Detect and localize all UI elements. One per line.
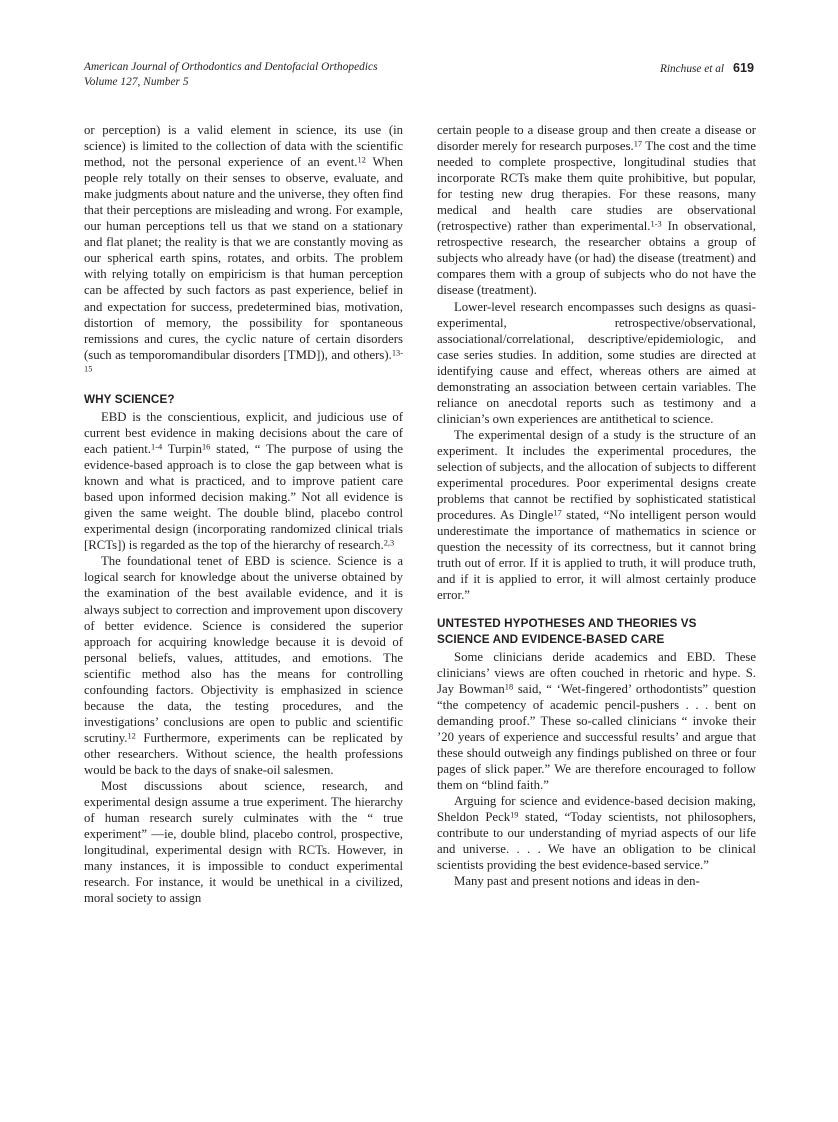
journal-title: American Journal of Orthodontics and Dentofacial Orthopedics: [84, 61, 378, 73]
paragraph-foundational-tenet: [84, 553, 403, 778]
section-heading-untested-hypotheses: [437, 616, 756, 646]
body-columns: [84, 122, 756, 1042]
paragraph-text: said, “ ‘Wet-fingered’ orthodontists” question “the competency of academic pencil-pushers . . . bent on demanding proof.” These so-called clinicians “ invoke their ’20 years of experience and successful results’ and argue that these should outweigh any findings published on three or four pages of slick paper.” We are therefore encouraged to follow them on “blind faith.”: [437, 681, 756, 793]
heading-line-2: SCIENCE AND EVIDENCE-BASED CARE: [437, 632, 665, 646]
paragraph-text: The foundational tenet of EBD is science. Science is a logical search for knowledge about the universe obtained by the examination of the best available evidence, and it is always subject to correction and improvement upon discovery of better evidence. Science is considered the superior approach for acquiring knowledge because it is devoid of personal beliefs, values, attitudes, and emotions. The scientific method also has the means for controlling confounding factors. Objectivity is emphasized in science because the data, the testing procedures, and the investigations’ conclusions are open to public and scientific scrutiny.: [84, 554, 403, 745]
paragraph-text: In observational, retrospective research, the researcher obtains a group of subjects who already have (or had) the disease (treatment) and compares them with a group of subjects who do not have the disease (treatment).: [437, 219, 756, 298]
paragraph-text: stated, “ The purpose of using the evidence-based approach is to close the gap between what is known and what is practiced, and to improve patient care based upon informed decision making.” Not all evidence is given the same weight. The double blind, placebo control experimental design (incorporating randomized clinical trials [RCTs]) is regarded as the top of the hierarchy of research.: [84, 442, 403, 553]
paragraph-perception-continued: [84, 122, 403, 379]
paragraph-some-clinicians: [437, 649, 756, 793]
reference-marker: 1-4: [151, 442, 163, 452]
reference-marker: 12: [357, 155, 366, 165]
running-header-page-info: [660, 60, 754, 75]
paragraph-text: Furthermore, experiments can be replicated by other researchers. Without science, the health professions would be back to the days of snake-oil salesmen.: [84, 730, 403, 777]
paragraph-ebd-definition: [84, 409, 403, 553]
volume-issue: Volume 127, Number 5: [84, 75, 189, 88]
running-header-authors: Rinchuse et al: [659, 63, 724, 75]
paragraph-experimental-design: [437, 427, 756, 604]
paragraph-text: The cost and the time needed to complete prospective, longitudinal studies that incorporate RCTs make them quite prohibitive, but popular, for testing new drug therapies. For these reasons, many medical and health care studies are observational (retrospective) rather than experimental.: [437, 139, 757, 234]
paragraph-many-past-present: Many past and present notions and ideas in den-: [454, 874, 700, 889]
paragraph-text: stated, “Today scientists, not philosophers, contribute to our understanding of myriad aspects of our life and universe. . . . We have an obligation to be clinical scientists providing the best evidence-based service.”: [437, 810, 756, 873]
paragraph-text: stated, “No intelligent person would underestimate the importance of mathematics in science or question the necessity of its correctness, but it cannot bring truth out of error. If it is applied to truth, it will produce truth, and if it is applied to error, it will almost certainly produce error.”: [437, 508, 756, 603]
paragraph-lower-level-research: Lower-level research encompasses such designs as quasi-experimental, retrospective/observational, associational/correlational, descriptive/epidemiologic, and case series studies. In addition, some studies are directed at identifying cause and effect, whereas others are aimed at demonstrating an association between certain variables. The reliance on anecdotal reports such as testimony and a clinician’s own experiences are antithetical to science.: [437, 299, 756, 426]
paragraph-text: certain people to a disease group and then create a disease or disorder merely for research purposes.: [437, 123, 756, 154]
section-heading-why-science: WHY SCIENCE?: [84, 392, 175, 406]
paragraph-arguing-for-science: [437, 793, 756, 873]
column-left: [84, 122, 403, 906]
running-header-journal-info: [84, 60, 378, 89]
paragraph-text: Arguing for science and evidence-based decision making, Sheldon Peck: [437, 794, 756, 825]
paragraph-certain-people-continued: [437, 122, 756, 299]
reference-marker: 17: [633, 139, 643, 149]
paragraph-text: When people rely totally on their senses to observe, evaluate, and make judgments about nature and the universe, they often find that their perceptions are misleading and wrong. For example, our human perceptions tell us that we stand on a stationary and flat planet; the reality is that we are constantly moving as our spherical earth spins, rotates, and orbits. The problem with relying totally on empiricism is that human perception can be affected by such factors as past experience, belief in and expectation for success, predetermined bias, motivation, distortion of memory, the possibility for spontaneous remissions and cures, the cyclic nature of certain disorders (such as temporomandibular disorders [TMD]), and others).: [84, 155, 403, 362]
paragraph-text: The experimental design of a study is the structure of an experiment. It includes the experimental procedures, the selection of subjects, and the allocation of subjects to different experimental procedures. Poor experimental designs create problems that cannot be rectified by sophisticated statistical procedures. As Dingle: [437, 427, 756, 523]
heading-line-1: UNTESTED HYPOTHESES AND THEORIES VS: [437, 617, 697, 631]
reference-marker: 2,3: [383, 538, 395, 548]
reference-marker: 19: [510, 810, 519, 820]
reference-marker: 17: [553, 508, 562, 518]
paragraph-most-discussions: Most discussions about science, research, and experimental design assume a true experiment. The hierarchy of human research surely culminates with the “ true experiment” —ie, double blind, placebo control, prospective, longitudinal, experimental design with RCTs. However, in many instances, it is impossible to conduct experimental research. For instance, it would be unethical in a civilized, moral society to assign: [84, 779, 403, 906]
paragraph-text: Turpin: [162, 442, 202, 457]
paragraph-text: Some clinicians deride academics and EBD. These clinicians’ views are often couched in rhetoric and hype. S. Jay Bowman: [437, 649, 756, 696]
reference-marker: 16: [201, 442, 211, 452]
page-number: 619: [732, 61, 754, 75]
paragraph-text: or perception) is a valid element in science, its use (in science) is limited to the collection of data with the scientific method, not the personal experience of an event.: [84, 123, 403, 170]
column-right: [437, 122, 756, 890]
running-header: [84, 60, 754, 89]
reference-marker: 12: [127, 731, 136, 741]
reference-marker: 18: [504, 682, 514, 692]
reference-marker: 13-15: [84, 348, 403, 374]
paragraph-text: EBD is the conscientious, explicit, and judicious use of current best evidence in making decisions about the care of each patient.: [84, 409, 403, 457]
reference-marker: 1-3: [650, 219, 662, 229]
